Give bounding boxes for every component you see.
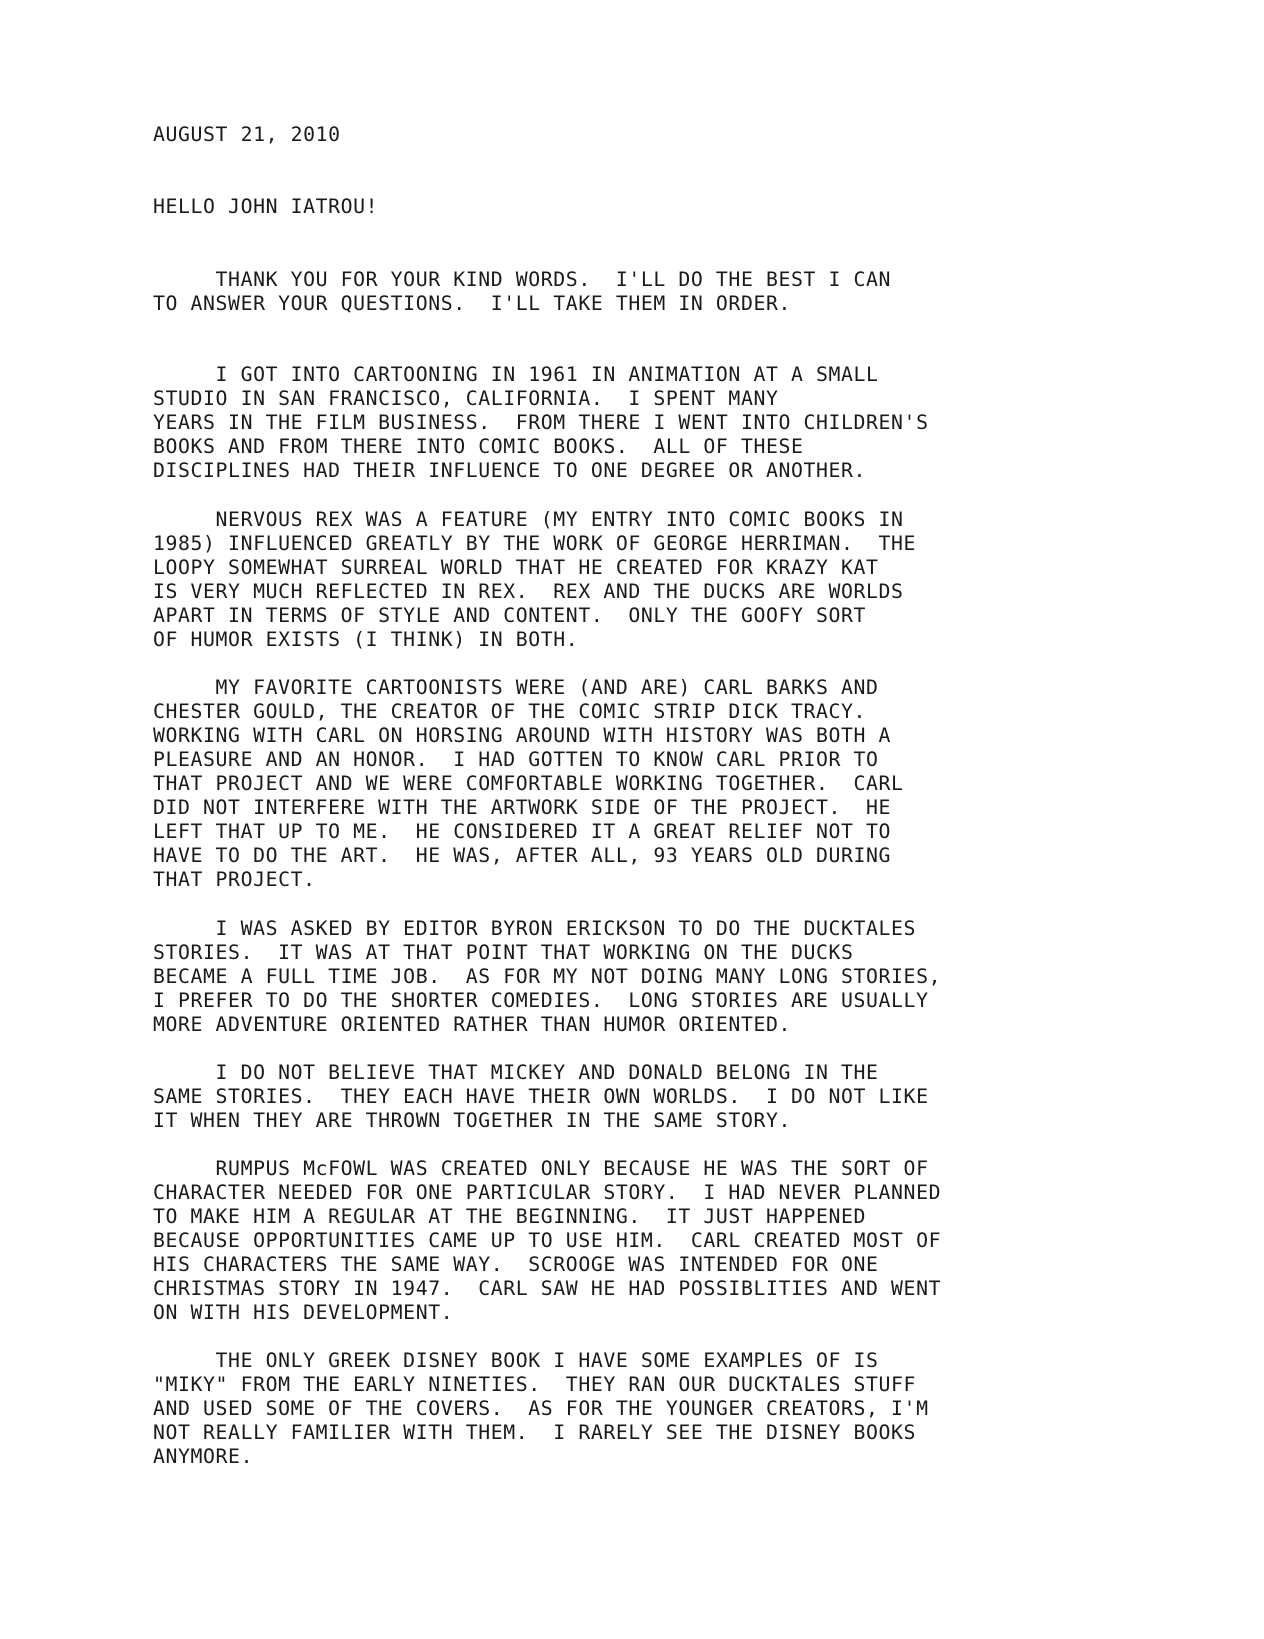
letter-line: MORE ADVENTURE ORIENTED RATHER THAN HUMOR ORIENTED. bbox=[153, 1013, 791, 1036]
letter-line: 1985) INFLUENCED GREATLY BY THE WORK OF GEORGE HERRIMAN. THE bbox=[153, 532, 917, 555]
letter-line: OF HUMOR EXISTS (I THINK) IN BOTH. bbox=[153, 628, 579, 651]
letter-line: AND USED SOME OF THE COVERS. AS FOR THE YOUNGER CREATORS, I'M bbox=[153, 1397, 929, 1420]
letter-line: LEFT THAT UP TO ME. HE CONSIDERED IT A GREAT RELIEF NOT TO bbox=[153, 820, 892, 843]
letter-line: NOT REALLY FAMILIER WITH THEM. I RARELY SEE THE DISNEY BOOKS bbox=[153, 1421, 917, 1444]
letter-line: CHRISTMAS STORY IN 1947. CARL SAW HE HAD POSSIBLITIES AND WENT bbox=[153, 1277, 942, 1300]
letter-date: AUGUST 21, 2010 bbox=[153, 123, 341, 146]
letter-line: BOOKS AND FROM THERE INTO COMIC BOOKS. ALL OF THESE bbox=[153, 435, 804, 458]
letter-line: APART IN TERMS OF STYLE AND CONTENT. ONLY THE GOOFY SORT bbox=[153, 604, 867, 627]
letter-greeting: HELLO JOHN IATROU! bbox=[153, 195, 379, 218]
letter-line: I GOT INTO CARTOONING IN 1961 IN ANIMATION AT A SMALL bbox=[153, 363, 879, 386]
letter-line: SAME STORIES. THEY EACH HAVE THEIR OWN WORLDS. I DO NOT LIKE bbox=[153, 1085, 929, 1108]
letter-line: THE ONLY GREEK DISNEY BOOK I HAVE SOME EXAMPLES OF IS bbox=[153, 1349, 879, 1372]
letter-line: "MIKY" FROM THE EARLY NINETIES. THEY RAN OUR DUCKTALES STUFF bbox=[153, 1373, 917, 1396]
letter-line: I WAS ASKED BY EDITOR BYRON ERICKSON TO DO THE DUCKTALES bbox=[153, 917, 917, 940]
letter-line: MY FAVORITE CARTOONISTS WERE (AND ARE) CARL BARKS AND bbox=[153, 676, 879, 699]
letter-line: BECAME A FULL TIME JOB. AS FOR MY NOT DOING MANY LONG STORIES, bbox=[153, 965, 942, 988]
letter-line: PLEASURE AND AN HONOR. I HAD GOTTEN TO KNOW CARL PRIOR TO bbox=[153, 748, 879, 771]
letter-line: I DO NOT BELIEVE THAT MICKEY AND DONALD BELONG IN THE bbox=[153, 1061, 879, 1084]
letter-line: LOOPY SOMEWHAT SURREAL WORLD THAT HE CREATED FOR KRAZY KAT bbox=[153, 556, 879, 579]
letter-line: DISCIPLINES HAD THEIR INFLUENCE TO ONE DEGREE OR ANOTHER. bbox=[153, 459, 867, 482]
letter-line: TO ANSWER YOUR QUESTIONS. I'LL TAKE THEM IN ORDER. bbox=[153, 292, 791, 315]
letter-line: ON WITH HIS DEVELOPMENT. bbox=[153, 1301, 454, 1324]
letter-line: THAT PROJECT. bbox=[153, 868, 316, 891]
letter-line: DID NOT INTERFERE WITH THE ARTWORK SIDE OF THE PROJECT. HE bbox=[153, 796, 892, 819]
letter-line: CHARACTER NEEDED FOR ONE PARTICULAR STORY. I HAD NEVER PLANNED bbox=[153, 1181, 942, 1204]
letter-line: CHESTER GOULD, THE CREATOR OF THE COMIC STRIP DICK TRACY. bbox=[153, 700, 867, 723]
letter-line: RUMPUS McFOWL WAS CREATED ONLY BECAUSE HE WAS THE SORT OF bbox=[153, 1157, 929, 1180]
letter-line: HIS CHARACTERS THE SAME WAY. SCROOGE WAS INTENDED FOR ONE bbox=[153, 1253, 879, 1276]
letter-line: IS VERY MUCH REFLECTED IN REX. REX AND THE DUCKS ARE WORLDS bbox=[153, 580, 904, 603]
letter-line: STUDIO IN SAN FRANCISCO, CALIFORNIA. I SPENT MANY bbox=[153, 387, 779, 410]
letter-line: THANK YOU FOR YOUR KIND WORDS. I'LL DO THE BEST I CAN bbox=[153, 268, 892, 291]
letter-line: I PREFER TO DO THE SHORTER COMEDIES. LONG STORIES ARE USUALLY bbox=[153, 989, 929, 1012]
letter-line: HAVE TO DO THE ART. HE WAS, AFTER ALL, 93 YEARS OLD DURING bbox=[153, 844, 892, 867]
letter-line: YEARS IN THE FILM BUSINESS. FROM THERE I WENT INTO CHILDREN'S bbox=[153, 411, 929, 434]
letter-line: NERVOUS REX WAS A FEATURE (MY ENTRY INTO COMIC BOOKS IN bbox=[153, 508, 904, 531]
letter-line: STORIES. IT WAS AT THAT POINT THAT WORKING ON THE DUCKS bbox=[153, 941, 854, 964]
letter-line: BECAUSE OPPORTUNITIES CAME UP TO USE HIM. CARL CREATED MOST OF bbox=[153, 1229, 942, 1252]
letter-line: IT WHEN THEY ARE THROWN TOGETHER IN THE SAME STORY. bbox=[153, 1109, 791, 1132]
letter-line: WORKING WITH CARL ON HORSING AROUND WITH HISTORY WAS BOTH A bbox=[153, 724, 892, 747]
letter-line: ANYMORE. bbox=[153, 1445, 254, 1468]
letter-line: THAT PROJECT AND WE WERE COMFORTABLE WORKING TOGETHER. CARL bbox=[153, 772, 904, 795]
letter-line: TO MAKE HIM A REGULAR AT THE BEGINNING. IT JUST HAPPENED bbox=[153, 1205, 867, 1228]
